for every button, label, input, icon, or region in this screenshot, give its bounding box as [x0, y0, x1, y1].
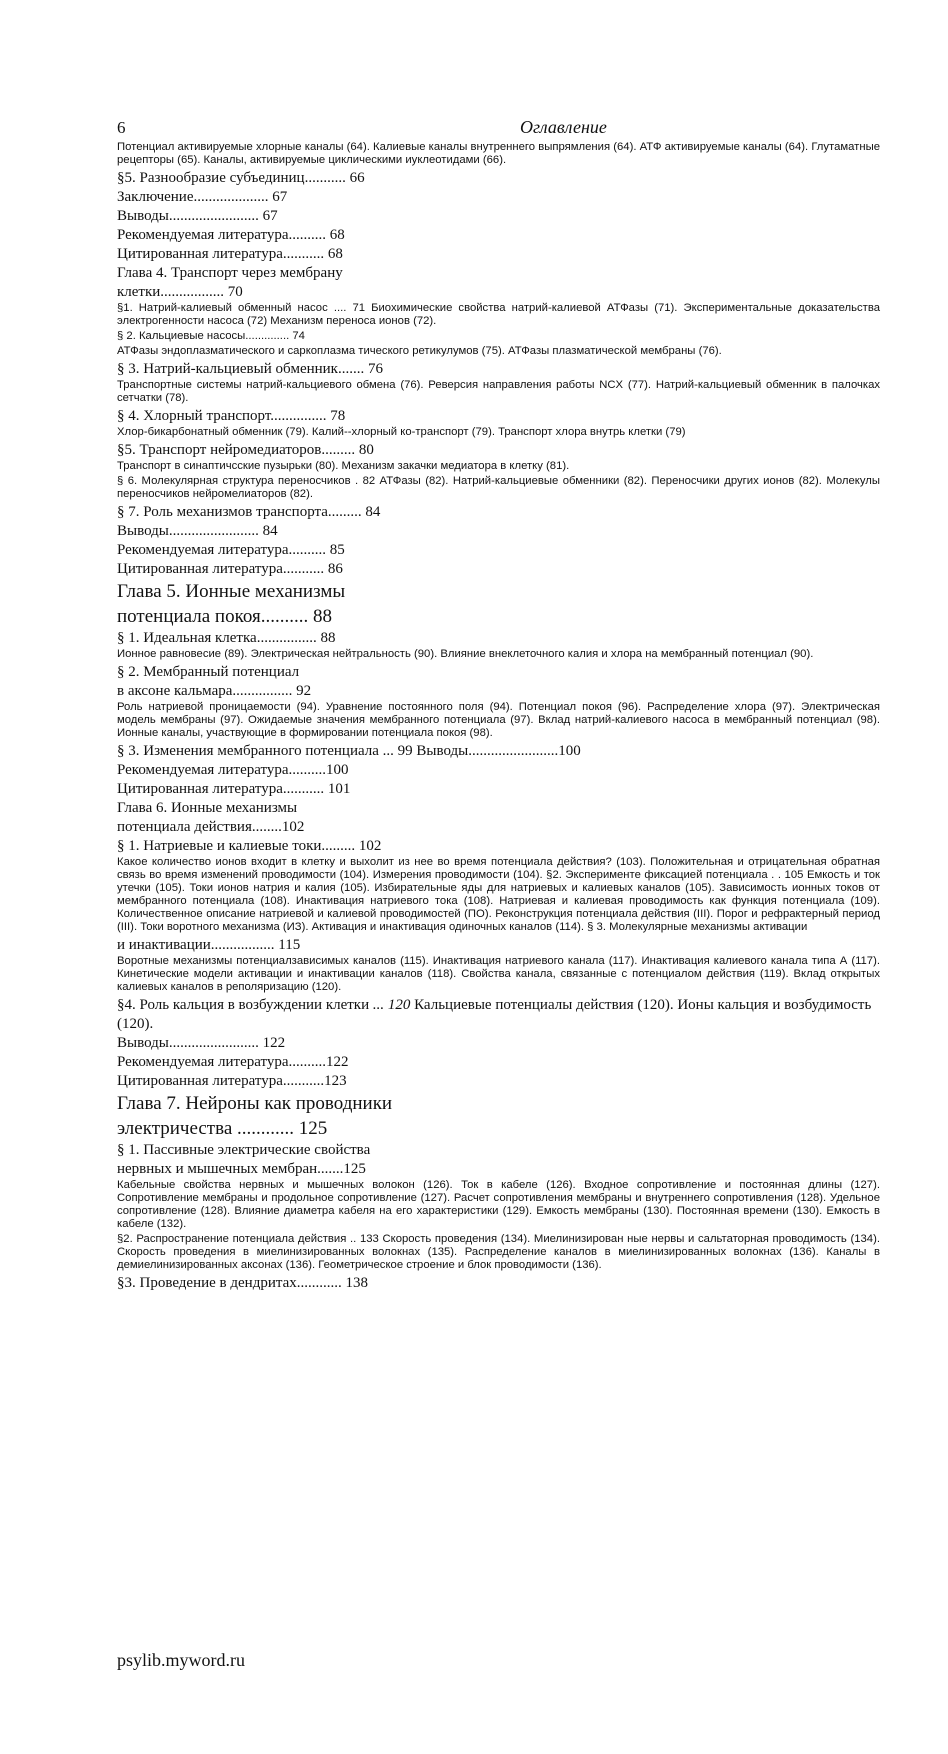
toc-annotation: Роль натриевой проницаемости (94). Уравнение постоянного поля (94). Потенциал покоя (96). Распределение хлора (97). Электрическая модель мембраны (97). Ожидаемые значения мембранного потенциала (97). Вклад натрий-калиевого насоса в мембранный потенциал (98). Ионные каналы, участвующие в формировании потенциала покоя (98).	[117, 701, 880, 739]
toc-entry: §3. Проведение в дендритах............ 138	[117, 1275, 368, 1291]
toc-entry: Цитированная литература........... 68	[117, 246, 343, 262]
toc-annotation: АТФазы эндоплазматического и саркоплазма тического ретикулумов (75). АТФазы плазматической мембраны (76).	[117, 345, 722, 357]
footer-site: psylib.myword.ru	[117, 1650, 245, 1670]
toc-entry-part: §4. Роль кальция в возбуждении клетки	[117, 997, 373, 1013]
toc-entry: потенциала действия........102	[117, 819, 305, 835]
toc-entry: § 7. Роль механизмов транспорта......... 84	[117, 504, 381, 520]
toc-entry: §5. Транспорт нейромедиаторов......... 80	[117, 442, 374, 458]
toc-chapter-heading: Глава 5. Ионные механизмы	[117, 581, 346, 602]
toc-entry: § 3. Натрий-кальциевый обменник....... 76	[117, 361, 383, 377]
toc-entry: Цитированная литература...........123	[117, 1073, 347, 1089]
toc-entry: § 1. Идеальная клетка................ 88	[117, 630, 336, 646]
toc-entry: Цитированная литература........... 101	[117, 781, 351, 797]
toc-entry: Выводы........................ 67	[117, 208, 278, 224]
toc-chapter-heading: электричества ............ 125	[117, 1118, 328, 1139]
toc-entry: клетки................. 70	[117, 284, 243, 300]
toc-entry: § 2. Мембранный потенциал	[117, 664, 300, 680]
toc-entry: Рекомендуемая литература..........100	[117, 762, 349, 778]
toc-entry: §5. Разнообразие субъединиц........... 66	[117, 170, 365, 186]
toc-chapter-heading: потенциала покоя.......... 88	[117, 606, 332, 627]
toc-entry: нервных и мышечных мембран.......125	[117, 1161, 366, 1177]
toc-entry: в аксоне кальмара................ 92	[117, 683, 312, 699]
toc-annotation: Ионное равновесие (89). Электрическая нейтральность (90). Влияние внеклеточного калия и хлора на мембранный потенциал (90).	[117, 648, 814, 660]
page-title: Оглавление	[520, 117, 607, 137]
toc-entry	[117, 996, 880, 1034]
toc-entry: § 1. Натриевые и калиевые токи......... 102	[117, 838, 382, 854]
toc-entry-part: Кальциевые потенциалы действия (120). Ионы кальция и возбудимость (120).	[117, 997, 872, 1032]
toc-entry: Рекомендуемая литература.......... 68	[117, 227, 345, 243]
toc-annotation: Воротные механизмы потенциалзависимых каналов (115). Инактивация натриевого канала (117). Инактивация калиевого канала типа А (117). Кинетические модели активации и инактивации каналов (118). Свойства канала, связанные с потенциалом действия (119). Вклад открытых калиевых каналов в реполяризацию (120).	[117, 955, 880, 993]
page-number: 6	[117, 118, 126, 137]
toc-annotation: Хлор-бикарбонатный обменник (79). Калий--хлорный ко-транспорт (79). Транспорт хлора внутрь клетки (79)	[117, 426, 686, 438]
toc-chapter-heading: Глава 7. Нейроны как проводники	[117, 1093, 393, 1114]
toc-annotation: Кабельные свойства нервных и мышечных волокон (126). Ток в кабеле (126). Входное сопротивление и постоянная длины (127). Сопротивление мембраны и продольное сопротивление (127). Расчет сопротивления мембраны и внутреннего сопротивления (128). Удельное сопротивление (128). Влияние диаметра кабеля на его характеристики (129). Емкость мембраны (130). Постоянная времени (130). Емкость в кабеле (132).	[117, 1179, 880, 1230]
toc-entry-part: ... 120	[372, 997, 411, 1013]
toc-annotation: §2. Распространение потенциала действия .. 133 Скорость проведения (134). Миелинизирован ные нервы и сальтаторная проводимость (134). Скорость проведения в миелинизированных волокнах (135). Распределение каналов в миелинизированных волокнах (136). Каналы в демиелинизированных аксонах (136). Геометрическое строение и блок проводимости (136).	[117, 1233, 880, 1271]
toc-annotation: Какое количество ионов входит в клетку и выхолит из нее во время потенциала действия? (103). Положительная и отрицательная обратная связь во время изменений проводимости (104). Измерения проводимости (104). §2. Эксперименте фиксацией потенциала . . 105 Емкость и ток утечки (105). Токи ионов натрия и калия (105). Избирательные яды для натриевых и калиевых каналов (105). Зависимость ионных токов от мембранного потенциала (108). Инактивация натриевого тока (108). Натриевая и калиевая проводимость как функция потенциала (109). Количественное описание натриевой и калиевой проводимостей (ПО). Реконструкция потенциала действия (III). Порог и рефрактерный период (III). Токи воротного механизма (ИЗ). Активация и инактивация одиночных каналов (114). § 3. Молекулярные механизмы активации	[117, 856, 880, 933]
toc-annotation: Транспорт в синаптичсские пузырьки (80). Механизм закачки медиатора в клетку (81).	[117, 460, 570, 472]
toc-entry: Выводы........................ 122	[117, 1035, 286, 1051]
toc-entry: § 3. Изменения мембранного потенциала ... 99 Выводы........................100	[117, 743, 581, 759]
toc-annotation: §1. Натрий-калиевый обменный насос .... 71 Биохимические свойства натрий-калиевой АТФазы (71). Экспериментальные доказательства электрогенности насоса (72) Механизм переноса ионов (72).	[117, 302, 880, 327]
table-of-contents	[117, 141, 880, 1293]
toc-entry: § 1. Пассивные электрические свойства	[117, 1142, 371, 1158]
toc-annotation: § 2. Кальциевые насосы.............. 74	[117, 330, 305, 342]
toc-entry: Выводы........................ 84	[117, 523, 278, 539]
toc-entry: § 4. Хлорный транспорт............... 78	[117, 408, 346, 424]
toc-annotation: Транспортные системы натрий-кальциевого обмена (76). Реверсия направления работы NCX (77). Натрий-кальциевый обменник в палочках сетчатки (78).	[117, 379, 880, 404]
toc-entry: Глава 6. Ионные механизмы	[117, 800, 298, 816]
toc-entry: Заключение.................... 67	[117, 189, 288, 205]
toc-entry: и инактивации................. 115	[117, 937, 301, 953]
toc-annotation: § 6. Молекулярная структура переносчиков . 82 АТФазы (82). Натрий-кальциевые обменники (82). Переносчики других ионов (82). Молекулы переносчиков нейромелиаторов (82).	[117, 475, 880, 500]
toc-entry: Рекомендуемая литература.......... 85	[117, 542, 345, 558]
toc-entry: Глава 4. Транспорт через мембрану	[117, 265, 343, 281]
toc-entry: Цитированная литература........... 86	[117, 561, 343, 577]
toc-entry: Рекомендуемая литература..........122	[117, 1054, 349, 1070]
toc-annotation: Потенциал активируемые хлорные каналы (64). Калиевые каналы внутреннего выпрямления (64). АТФ активируемые каналы (64). Глутаматные рецепторы (65). Каналы, активируемые циклическими иуклеотидами (66).	[117, 141, 880, 166]
